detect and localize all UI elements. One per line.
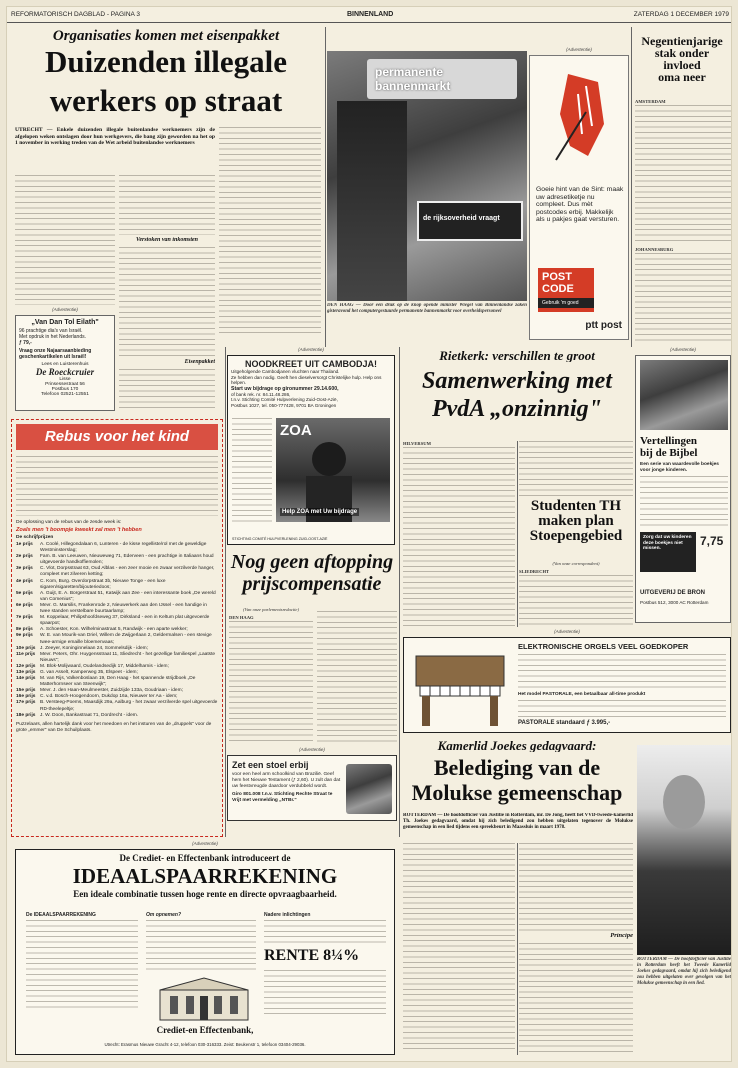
- ideaal-bank: Crediet-en Effectenbank,: [156, 1025, 254, 1035]
- lead-headline-block-2: [11, 85, 321, 125]
- right-dateline-2: JOHANNESBURG: [635, 247, 674, 252]
- stoel-child-photo: [346, 764, 392, 814]
- vandentol-ad: [15, 315, 115, 411]
- joekes-body-col1: [403, 843, 515, 1053]
- vandentol-ad-label: (Advertentie): [52, 307, 78, 312]
- prize-place: 10e prijs: [16, 645, 36, 651]
- cambodja-line5: t.n.v. Stichting Comité Hulpverlening Zuid-Oost-Azië,: [231, 397, 338, 403]
- vandentol-title: „Van Dan Tol Eilath": [31, 319, 99, 326]
- prize-text: C. Vlot, Dorpsstraat 63, Oud Alblas - een zeer mooie en zwaar verzilverde hanger, compleet met zilveren ketting;: [40, 566, 215, 578]
- right-headline-block: [633, 35, 731, 105]
- prize-place: 6e prijs: [16, 602, 33, 608]
- ideaal-top: De Crediet- en Effectenbank introduceert de: [119, 853, 291, 863]
- ideaal-sub: Een ideale combinatie tussen hoge rente en directe opvraagbaarheid.: [73, 889, 337, 899]
- cambodja-line1: Uitgeholgende Cambodjanen vluchten naar Thailand.: [231, 369, 340, 374]
- ptt-post-logo: ptt post: [585, 320, 622, 331]
- prize-row: [16, 676, 218, 688]
- aftopping-sub: (Van onze parlementsredactie): [243, 607, 299, 612]
- prize-place: 7e prijs: [16, 615, 33, 621]
- prize-text: B. Versteeg-Poems, Maasdijk 29a, Aalburg - het zwaar verzilverde spel uitgevoerde RD-theelepeltje;: [40, 700, 218, 712]
- prize-text: Mevr. G. Marsilis, Frankenrode 2, Nieuwerkerk aan den IJssel - een handige in twee standen verstelbare buurtaarlamp;: [40, 602, 207, 615]
- lead-kicker: Organisaties komen met eisenpakket: [52, 28, 280, 44]
- prize-place: 2e prijs: [16, 554, 33, 560]
- header-paper-name: REFORMATORISCH DAGBLAD - PAGINA 3: [11, 11, 140, 18]
- right-headline-4: oma neer: [658, 70, 706, 84]
- photo-display: [417, 201, 523, 241]
- rietkerk-headline-1: Samenwerking met: [421, 369, 613, 394]
- vandentol-addr2: Postbus 170: [51, 387, 79, 392]
- prize-place: 17e prijs: [16, 700, 36, 706]
- prize-place: 3e prijs: [16, 566, 33, 572]
- studenten-sub: (Van onze correspondent): [552, 561, 600, 566]
- right-headline-1: Negentienjarige: [641, 35, 723, 48]
- joekes-intro: ROTTERDAM — De hoofdofficier van Justitie in Rotterdam, mr. De Jong, heeft het VVD-tweede-kamerlid Th. Joekes gedagvaard, omdat hij zich beledigend zou hebben uitgelaten tegenover de Molukse gemeenschap in een lied tijdens een spreekbeurt in Maassluis in maart 1978.: [403, 813, 633, 830]
- orgels-body-2: [518, 700, 726, 718]
- cambodja-ad: [227, 355, 395, 545]
- rebus-intro: [16, 456, 218, 516]
- prize-row: [16, 615, 218, 627]
- photo-person: [337, 101, 407, 301]
- postcode-ad-label: (Advertentie): [566, 47, 592, 52]
- orgels-pastorale-price: PASTORALE standaard ƒ 3.995,-: [518, 720, 611, 726]
- lead-body-col2c: [119, 369, 215, 411]
- column-rule: [517, 843, 518, 1055]
- lead-headline-line2: werkers op straat: [49, 85, 283, 118]
- studenten-headline-1: Studenten TH: [530, 499, 622, 514]
- prize-text: M. van Rijs, Valkenboslaan 19, Den Haag - het spannende strijdboek „De Matterhornseer van Steenwijk";: [40, 676, 196, 688]
- rebus-section: [11, 419, 223, 837]
- bijbel-ad-label: (Advertentie): [670, 347, 696, 352]
- prize-row: [16, 591, 218, 603]
- bijbel-body: [640, 476, 728, 526]
- photo-display-text: de rijksoverheid vraagt: [423, 215, 500, 222]
- rietkerk-body-col1: [403, 447, 515, 627]
- orgels-ad: [403, 637, 731, 733]
- organ-illustration: [410, 648, 510, 728]
- prize-place: 8e prijs: [16, 627, 33, 633]
- page-header: [7, 7, 732, 23]
- lead-sub2: Eisenpakket: [184, 359, 215, 365]
- ideaal-col3-body: [264, 920, 386, 944]
- column-rule: [517, 441, 518, 627]
- lead-intro: UTRECHT — Enkele duizenden illegale buitenlandse werknemers zijn de afgelopen weken ontslagen door hun werkgevers, die bang zijn geworden na het op 1 november in werking treden van de Wet arbeid buitenlandse werknemers: [15, 127, 215, 147]
- prize-place: 11e prijs: [16, 651, 36, 657]
- postcode-logo-line2: CODE: [542, 283, 574, 295]
- vandentol-city: Lisse: [59, 377, 71, 382]
- postcode-logo-line1: POST: [542, 271, 572, 283]
- column-rule: [399, 347, 400, 837]
- vandentol-lees: Lees en Luisterenhuis: [41, 362, 89, 367]
- prize-text: W. E. van Mourik-van Driel, Willem de Zwijgerlaan 2, Geldermalsen - een stevige twee-armige emaille bloemenvaas;: [40, 633, 212, 645]
- aftopping-body-col2: [317, 611, 397, 745]
- postcode-logo-tag: Gebruik 'm goed: [538, 298, 594, 308]
- stoel-ad: [227, 755, 397, 821]
- aftopping-body-col1: [229, 621, 313, 745]
- ideaal-rente: RENTE 8¼%: [264, 947, 360, 964]
- ideaal-col1-title: De IDEAALSPAARREKENING: [26, 912, 96, 918]
- column-rule: [325, 27, 326, 347]
- cambodja-left-text: [232, 418, 272, 526]
- bijbel-pub-addr: Postbus 512, 3000 AC Rotterdam: [640, 600, 709, 605]
- vandentol-line1: 96 prachtige dia's van Israël.: [19, 328, 83, 334]
- ideaal-col1-body: [26, 920, 138, 1010]
- zoa-logo: ZOA: [280, 422, 312, 439]
- prize-row: [16, 603, 218, 615]
- studenten-dateline: SLIEDRECHT: [519, 569, 550, 574]
- prize-place: 13e prijs: [16, 669, 36, 675]
- newspaper-page: [6, 6, 732, 1062]
- ideaal-col3-body-2: [264, 970, 386, 1014]
- cambodja-title: NOODKREET UIT CAMBODJA!: [245, 359, 377, 369]
- rebus-winners-label: De schrijfprijzen: [16, 535, 54, 540]
- lead-headline-block: [11, 27, 321, 87]
- orgels-model: Het model PASTORALE, een betaalbaar all-time produkt: [518, 692, 646, 697]
- rebus-solution-label: De oplossing van de rebus van de zesde week is:: [16, 520, 122, 525]
- aftopping-headline-block: [227, 552, 397, 612]
- prize-text: J. W. Doon, Bankastraat 71, Dordrecht - idem.: [40, 712, 139, 718]
- rietkerk-kicker: Rietkerk: verschillen te groot: [439, 349, 595, 362]
- joekes-portrait: [637, 745, 731, 955]
- aftopping-headline-2: prijscompensatie: [242, 573, 382, 595]
- orgels-ad-label: (Advertentie): [554, 629, 580, 634]
- prize-row: [16, 652, 218, 664]
- joekes-kicker: Kamerlid Joekes gedagvaard:: [437, 739, 597, 752]
- rebus-solution: Zoals men 't boompje kweekt zal men 't hebben: [16, 527, 142, 533]
- ideaal-title: IDEAALSPAARREKENING: [72, 864, 338, 888]
- joekes-body-col2a: [519, 843, 633, 931]
- prize-place: 15e prijs: [16, 688, 36, 694]
- stoel-ad-label: (Advertentie): [299, 747, 325, 752]
- ideaal-ad: [15, 849, 395, 1055]
- bijbel-title-1: Vertellingen: [640, 435, 698, 447]
- bank-building-illustration: [156, 976, 252, 1022]
- vandentol-line2: Met opdruk in het Nederlands.: [19, 334, 86, 340]
- rebus-footer: Puzzelaars, allen hartelijk dank voor het meedoen en het insturen van de „druppels" voor de grote „emmer" van De Schuilplaats.: [16, 721, 212, 733]
- bijbel-title-2: bij de Bijbel: [640, 447, 698, 459]
- lead-sub1: Verstoken van inkomsten: [135, 237, 198, 243]
- rebus-title: Rebus voor het kind: [44, 428, 190, 445]
- postcode-ad: [529, 55, 629, 340]
- bijbel-price-note: Zorg dat uw kinderen deze boekjes niet missen.: [643, 535, 692, 552]
- bijbel-books-photo: [640, 360, 728, 430]
- ideaal-footer: Utrecht: Erasmus Nieuwe Gracht 4-12, telefoon 030-316333. Zeist: Beukenstr 1, telefoon 03404-29036.: [104, 1042, 306, 1047]
- vandentol-phone: Telefoon 02521-12551: [41, 392, 89, 397]
- prize-row: [16, 700, 218, 712]
- header-date: ZATERDAG 1 DECEMBER 1979: [633, 11, 729, 18]
- prize-place: 16e prijs: [16, 694, 36, 700]
- photo-caption: DEN HAAG — Door een druk op de knop opende minister Wiegel van Binnenlandse zaken gisteravond het computergestuurde permanente bannenmarkt voor overheidspersoneel: [327, 303, 527, 314]
- postcode-ad-text: Goeie hint van de Sint: maak uw adresetiketje nu compleet. Dus mèt postcodes erbij. Makkelijk als u pakjes gaat versturen.: [536, 186, 624, 224]
- prize-text: A. Guijt, E. A. Borgerstraat 51, Katwijk aan Zee - een interessante boek „De wereld van Comenius";: [40, 590, 216, 602]
- rietkerk-headline-2: PvdA „onzinnig": [431, 396, 603, 422]
- right-headline-3: invloed: [663, 58, 701, 72]
- cambodja-child-photo: [276, 418, 390, 522]
- column-rule: [631, 27, 632, 347]
- cambodja-line3: Start uw bijdrage op gironummer 29.14.600,: [231, 385, 339, 392]
- vandentol-addr1: Prinsessestraat 56: [45, 382, 85, 387]
- child-head: [312, 442, 346, 476]
- prize-place: 18e prijs: [16, 712, 36, 718]
- bijbel-price: 7,75: [700, 534, 724, 548]
- ideaal-col2-title: Om opnemen?: [146, 912, 182, 918]
- prize-text: Mevr. Peters, Ohr. Huygensstraat 11, Sliedrecht - het gezellige familiespel „Laatste Nieuws";: [40, 651, 216, 663]
- joekes-sub: Principe: [610, 933, 633, 939]
- prize-text: Mevr. J. den Haan-Meulmeester, Zuidzijde 133a, Goudriaan - idem;: [40, 688, 183, 694]
- studenten-headline-2: maken plan: [538, 513, 614, 529]
- prize-text: C. v.d. Bosch-Hoogendoorn, Dukdop 16a, Nieuwer ter Aa - idem;: [40, 694, 178, 700]
- vandentol-order: Vraag onze Najaarsaanbieding geschenkartikelen uit Israël!: [19, 348, 92, 360]
- stoel-title: Zet een stoel erbij: [232, 760, 309, 770]
- aftopping-dateline: DEN HAAG: [229, 615, 254, 620]
- rietkerk-headline-block: [401, 369, 633, 439]
- ideaal-col3-title: Nadere inlichtingen: [264, 912, 311, 918]
- bannenmarkt-photo: [327, 51, 527, 301]
- bijbel-publisher: UITGEVERIJ DE BRON: [640, 590, 706, 596]
- prize-text: M. Blok-Molijwaard, Oudelandsedijk 17, Middelharnis - idem;: [40, 663, 169, 669]
- prize-text: G. van Asselt, Kamperweg 35, Elspeet - idem;: [40, 669, 138, 675]
- cambodja-line2: Ze hebben dan nodig. Geeft hen dieselversorgt Christelijke hulp. Help ons helpen.: [231, 374, 382, 386]
- ideaal-ad-label: (Advertentie): [192, 841, 218, 846]
- bijbel-note-box: [640, 532, 696, 572]
- photo-sign-board: [367, 59, 517, 99]
- studenten-headline-block: [519, 499, 633, 561]
- prize-text: A. Schoester, Kon. Wilhelminastraat 5, Randwijk - een aparte wekker;: [40, 627, 188, 633]
- bijbel-sub: Een serie van waardevolle boekjes voor jonge kinderen.: [640, 462, 719, 473]
- studenten-body: [519, 575, 633, 627]
- zoa-tagline: Help ZOA met Uw bijdrage: [282, 509, 358, 515]
- prize-text: A. Coolé, Hillegondalaan 6, Lunteren - de kisse regelliste/rol met de geweldige Westminsterslag;: [40, 542, 207, 554]
- studenten-headline-3: Stoepengebied: [529, 528, 623, 544]
- right-body-1: [635, 105, 731, 245]
- cambodja-line4: of bank rek. nr. 84.11.48.286,: [231, 391, 291, 397]
- vandentol-price: ƒ 79,-: [19, 340, 32, 346]
- prize-text: C. Kom, Burg. Overdorpstraat 3b, Nieuwe Tonge - een luxe sigaren/sigaretten/bijouteriedoos;: [40, 578, 166, 590]
- cambodja-footer: STICHTING COMITÉ HULPVERLENING ZUID-OOST-AZIË: [232, 537, 328, 541]
- prize-row: [16, 542, 218, 554]
- aftopping-headline-1: Nog geen aftopping: [230, 552, 394, 573]
- joekes-headline-block: [401, 757, 633, 813]
- stoel-giro: Giro 801.008 t.n.v. Stichting Rechte Straat te Vrijt met vermelding „NTBr.": [232, 792, 333, 803]
- rietkerk-dateline: HILVERSUM: [403, 441, 431, 446]
- rietkerk-body-col2: [519, 441, 633, 497]
- prize-place: 14e prijs: [16, 676, 36, 682]
- joekes-caption: ROTTERDAM — De hoofdofficier van Justitie in Rotterdam heeft het Tweede Kamerlid Joekes gedagvaard, omdat hij zich beledigend zou hebben uitgelaten over gevolgen van het Molukse gemeenschap in een lied.: [637, 957, 731, 986]
- prize-row: [16, 713, 218, 719]
- cambodja-ad-label: (Advertentie): [298, 347, 324, 352]
- right-body-2: [635, 253, 731, 343]
- joekes-headline-2: Molukse gemeenschap: [411, 780, 623, 805]
- lead-body-col2a: [119, 175, 215, 235]
- rebus-prize-list: [16, 542, 218, 719]
- orgels-body: [518, 654, 726, 690]
- stoel-text: voor een heel arm schoolkind van Brazilië. Geef hem het Nieuwe Testament (ƒ 2,60). U zult dan dat uw feestvreugde daardoor verdubbeld wordt.: [232, 772, 341, 789]
- lead-body-col3: [219, 127, 321, 335]
- joekes-body-col2b: [519, 943, 633, 1053]
- prize-place: 9e prijs: [16, 633, 33, 639]
- prize-place: 1e prijs: [16, 542, 33, 547]
- lead-headline-line1: Duizenden illegale: [45, 44, 287, 79]
- rebus-title-bar: [16, 424, 218, 450]
- prize-place: 12e prijs: [16, 663, 36, 669]
- right-dateline: AMSTERDAM: [635, 99, 666, 104]
- orgels-title: ELEKTRONISCHE ORGELS VEEL GOEDKOPER: [518, 642, 689, 651]
- prize-place: 5e prijs: [16, 590, 33, 596]
- joekes-headline-1: Belediging van de: [433, 757, 601, 780]
- cambodja-line6: Postbus 1027, tel. 050-777428, 9701 BA Groningen: [231, 402, 337, 408]
- postcode-logo: [538, 268, 594, 312]
- prize-row: [16, 579, 218, 591]
- photo-sign-text: permanente bannenmarkt: [375, 65, 451, 93]
- prize-text: J. Zeeyer, Koninginnelaan 24, Sommelsdijk - idem;: [40, 645, 148, 651]
- portrait-head: [663, 775, 705, 829]
- prize-place: 4e prijs: [16, 578, 33, 584]
- ideaal-col2-body: [146, 920, 256, 970]
- prize-text: Fam. B. van Leeuwen, Nieuweweg 71, Ederveen - een prachtige in Italiaans houd uitgevoerde handkoffiemolen;: [40, 554, 214, 566]
- header-section: BINNENLAND: [347, 11, 394, 18]
- right-headline-2: stak onder: [654, 46, 710, 60]
- prize-row: [16, 633, 218, 645]
- prize-row: [16, 554, 218, 566]
- vandentol-shop: De Roeckcruier: [35, 367, 95, 377]
- lead-body-col2b: [119, 247, 215, 357]
- prize-row: [16, 566, 218, 578]
- lead-body-col1: [15, 175, 115, 305]
- prize-text: M. Koppelaar, Philipshoofdseweg 37, Dirksland - een in Keltum plat uitgevoerde spaarpot;: [40, 615, 210, 627]
- bijbel-ad: [635, 355, 731, 623]
- column-rule: [225, 347, 226, 837]
- hand-pen-illustration: [548, 64, 612, 164]
